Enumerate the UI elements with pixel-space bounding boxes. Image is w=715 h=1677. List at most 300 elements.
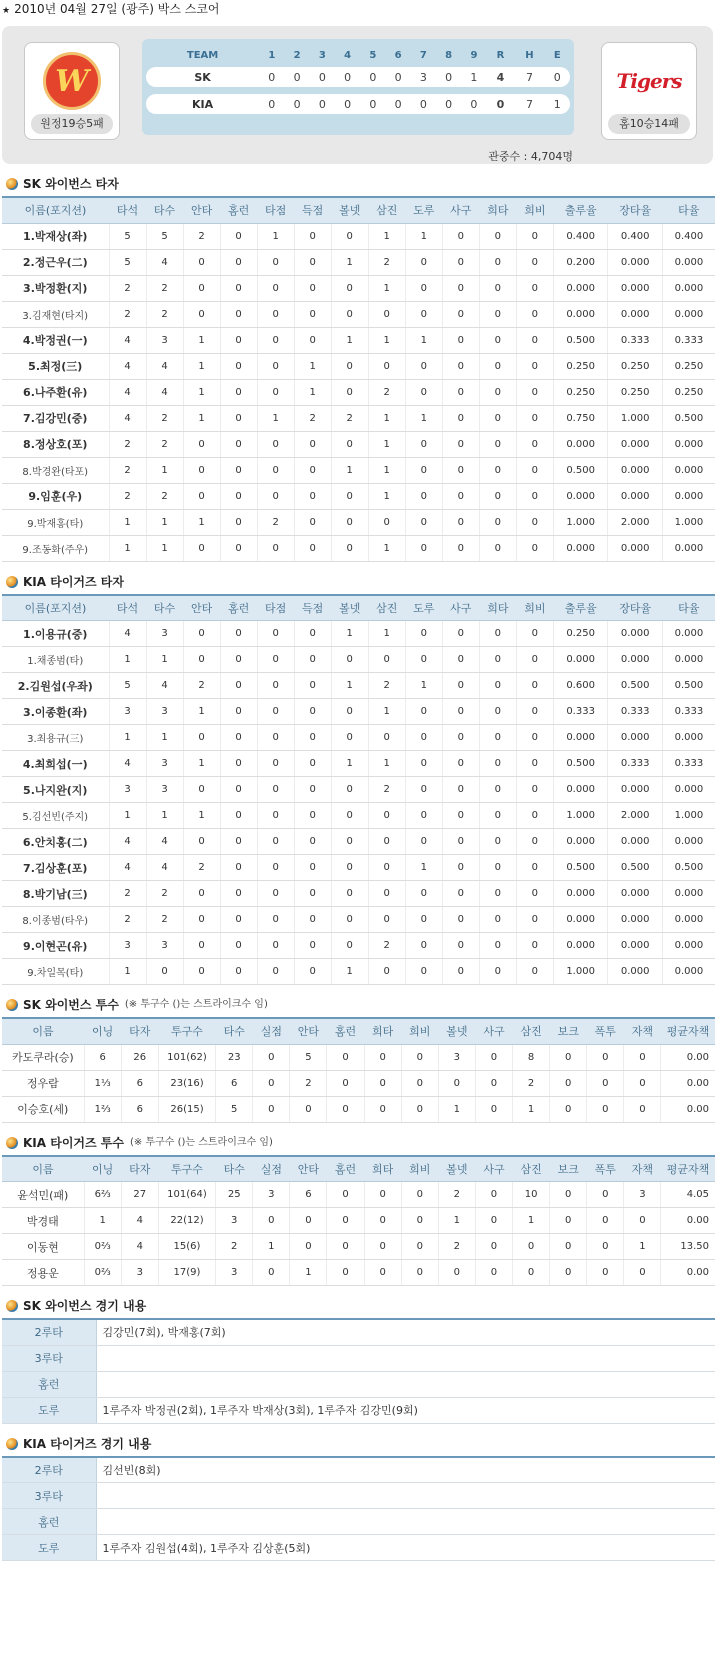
column-header[interactable]: 이름 [2, 1018, 84, 1044]
stat-cell: 0 [294, 223, 331, 249]
table-row [2, 405, 715, 431]
stat-cell: 0.000 [662, 907, 715, 933]
column-header[interactable]: 타점 [257, 595, 294, 621]
column-header[interactable]: 이닝 [84, 1018, 121, 1044]
stat-cell: 0 [183, 431, 220, 457]
column-header[interactable]: 희타 [364, 1018, 401, 1044]
notes-label: 3루타 [2, 1483, 96, 1509]
stat-cell: 0.000 [553, 483, 608, 509]
sk-batting-title: SK 와이번스 타자 [0, 172, 715, 196]
stat-cell: 3 [216, 1260, 253, 1286]
stat-cell: 0 [479, 673, 516, 699]
column-header[interactable]: 희타 [479, 197, 516, 223]
stat-cell: 0 [479, 699, 516, 725]
stat-cell: 2 [183, 855, 220, 881]
stat-cell: 0 [405, 699, 442, 725]
stat-cell: 3 [109, 777, 146, 803]
stat-cell: 0 [257, 431, 294, 457]
batter-name[interactable]: 3.박정환(지) [2, 275, 109, 301]
column-header[interactable]: 볼넷 [331, 197, 368, 223]
stat-cell: 0 [401, 1070, 438, 1096]
stat-cell: 2 [513, 1070, 550, 1096]
column-header[interactable]: 실점 [253, 1156, 290, 1182]
stat-cell: 1.000 [662, 803, 715, 829]
column-header[interactable]: 이닝 [84, 1156, 121, 1182]
batter-name[interactable]: 7.김강민(중) [2, 405, 109, 431]
stat-cell: 0.333 [662, 699, 715, 725]
home-team-logo-box[interactable] [601, 42, 697, 140]
stat-cell: 6 [121, 1070, 158, 1096]
column-header[interactable]: 실점 [253, 1018, 290, 1044]
column-header[interactable]: 보크 [550, 1018, 587, 1044]
column-header[interactable]: 홈런 [327, 1156, 364, 1182]
stat-cell: 0 [401, 1096, 438, 1122]
stat-cell: 4 [146, 249, 183, 275]
batter-name[interactable]: 8.박경완(타포) [2, 457, 109, 483]
stat-cell: 0 [257, 777, 294, 803]
column-header[interactable]: 보크 [550, 1156, 587, 1182]
linescore-cell: 0 [545, 67, 570, 87]
stat-cell: 2.000 [608, 509, 663, 535]
batter-name[interactable]: 8.이종범(타우) [2, 907, 109, 933]
notes-label: 홈런 [2, 1509, 96, 1535]
column-header[interactable]: 자책 [624, 1018, 661, 1044]
pitcher-name[interactable]: 정우람 [2, 1070, 84, 1096]
stat-cell: 0 [479, 275, 516, 301]
linescore [142, 39, 574, 135]
stat-cell: 1.000 [553, 959, 608, 985]
stat-cell: 0 [257, 673, 294, 699]
stat-cell: 0 [327, 1070, 364, 1096]
column-header[interactable]: 안타 [290, 1156, 327, 1182]
stat-cell: 0 [220, 275, 257, 301]
batter-name[interactable]: 5.나지완(지) [2, 777, 109, 803]
column-header[interactable]: 희비 [401, 1018, 438, 1044]
stat-cell: 0 [479, 327, 516, 353]
stat-cell: 1 [438, 1096, 475, 1122]
table-row [2, 353, 715, 379]
stat-cell: 1 [109, 535, 146, 561]
stat-cell: 0 [220, 405, 257, 431]
stat-cell: 15(6) [158, 1234, 215, 1260]
column-header[interactable]: 희비 [516, 595, 553, 621]
baseball-icon [6, 1438, 18, 1450]
stat-cell: 0 [257, 725, 294, 751]
linescore-header-cell: 7 [419, 49, 427, 61]
stat-cell: 0.00 [661, 1070, 715, 1096]
stat-cell: 0 [587, 1044, 624, 1070]
column-header[interactable]: 장타율 [608, 197, 663, 223]
column-header[interactable]: 볼넷 [331, 595, 368, 621]
column-header[interactable]: 희비 [516, 197, 553, 223]
stat-cell: 1 [331, 457, 368, 483]
stat-cell: 0 [405, 275, 442, 301]
stat-cell: 0 [405, 301, 442, 327]
stat-cell: 0 [327, 1096, 364, 1122]
linescore-header-cell: 5 [369, 49, 377, 61]
column-header[interactable]: 볼넷 [438, 1018, 475, 1044]
batter-name[interactable]: 5.김선빈(주지) [2, 803, 109, 829]
linescore-cell: 0 [335, 67, 360, 87]
notes-row [2, 1509, 715, 1535]
table-row [2, 855, 715, 881]
stat-cell: 0 [475, 1070, 512, 1096]
stat-cell: 0 [442, 959, 479, 985]
table-row [2, 535, 715, 561]
linescore-header-cell: E [553, 49, 561, 61]
column-header[interactable]: 이름(포지션) [2, 595, 109, 621]
stat-cell: 0 [516, 673, 553, 699]
column-header[interactable]: 자책 [624, 1156, 661, 1182]
column-header[interactable]: 폭투 [587, 1018, 624, 1044]
stat-cell: 0.000 [662, 777, 715, 803]
stat-cell: 0.250 [553, 621, 608, 647]
stat-cell: 1 [109, 725, 146, 751]
batter-name[interactable]: 2.정근우(二) [2, 249, 109, 275]
stat-cell: 0 [253, 1208, 290, 1234]
stat-cell: 0.333 [608, 751, 663, 777]
column-header[interactable]: 안타 [290, 1018, 327, 1044]
stat-cell: 0 [294, 457, 331, 483]
linescore-header-cell: 6 [394, 49, 402, 61]
stat-cell: 0 [220, 301, 257, 327]
stat-cell: 0 [220, 353, 257, 379]
stat-cell: 0 [253, 1260, 290, 1286]
stat-cell: 1 [405, 405, 442, 431]
column-header[interactable]: 출루율 [553, 197, 608, 223]
stat-cell: 0 [368, 803, 405, 829]
batter-name[interactable]: 3.이종환(좌) [2, 699, 109, 725]
column-header[interactable]: 삼진 [513, 1018, 550, 1044]
linescore-cell: 0 [259, 67, 284, 87]
stat-cell: 5 [109, 249, 146, 275]
stat-cell: 0.250 [608, 379, 663, 405]
stat-cell: 0 [368, 647, 405, 673]
stat-cell: 23 [216, 1044, 253, 1070]
stat-cell: 2 [368, 673, 405, 699]
stat-cell: 0 [294, 301, 331, 327]
column-header[interactable]: 타수 [146, 595, 183, 621]
stat-cell: 0 [479, 431, 516, 457]
batter-name[interactable]: 4.박정권(一) [2, 327, 109, 353]
linescore-table [146, 43, 570, 114]
column-header[interactable]: 득점 [294, 197, 331, 223]
batter-name[interactable]: 2.김원섭(우좌) [2, 673, 109, 699]
pitcher-name[interactable]: 윤석민(패) [2, 1182, 84, 1208]
stat-cell: 0 [587, 1182, 624, 1208]
stat-cell: 0 [331, 829, 368, 855]
stat-cell: 0.000 [662, 301, 715, 327]
column-header[interactable]: 타자 [121, 1018, 158, 1044]
column-header[interactable]: 홈런 [327, 1018, 364, 1044]
stat-cell: 0 [331, 881, 368, 907]
stat-cell: 0.000 [662, 881, 715, 907]
stat-cell: 0 [331, 855, 368, 881]
batter-name[interactable]: 5.최정(三) [2, 353, 109, 379]
stat-cell: 0 [442, 457, 479, 483]
stat-cell: 1 [331, 751, 368, 777]
stat-cell: 3 [146, 933, 183, 959]
stat-cell: 0 [257, 855, 294, 881]
stat-cell: 0.333 [662, 327, 715, 353]
stat-cell: 0 [364, 1234, 401, 1260]
batter-name[interactable]: 3.김재현(타지) [2, 301, 109, 327]
column-header[interactable]: 희타 [479, 595, 516, 621]
linescore-cell: 7 [514, 67, 544, 87]
linescore-cell: 7 [514, 94, 544, 114]
stat-cell: 0 [479, 535, 516, 561]
stat-cell: 0.000 [553, 933, 608, 959]
attendance: 관중수 : 4,704명 [488, 150, 573, 163]
column-header[interactable]: 홈런 [220, 197, 257, 223]
bullet-icon: ★ [2, 6, 11, 16]
stat-cell: 17(9) [158, 1260, 215, 1286]
stat-cell: 2 [109, 457, 146, 483]
column-header[interactable]: 타율 [662, 595, 715, 621]
table-row [2, 483, 715, 509]
column-header[interactable]: 득점 [294, 595, 331, 621]
batter-name[interactable]: 9.임훈(우) [2, 483, 109, 509]
stat-cell: 1.000 [608, 405, 663, 431]
column-header[interactable]: 사구 [475, 1156, 512, 1182]
stat-cell: 0 [479, 509, 516, 535]
stat-cell: 0.000 [662, 457, 715, 483]
stat-cell: 0.000 [553, 275, 608, 301]
stat-cell: 0 [183, 535, 220, 561]
table-row [2, 933, 715, 959]
column-header[interactable]: 삼진 [513, 1156, 550, 1182]
stat-cell: 3 [146, 621, 183, 647]
stat-cell: 6 [84, 1044, 121, 1070]
stat-cell: 0 [516, 535, 553, 561]
stat-cell: 1 [146, 803, 183, 829]
stat-cell: 1 [294, 379, 331, 405]
stat-cell: 0 [257, 327, 294, 353]
stat-cell: 0 [220, 829, 257, 855]
stat-cell: 2 [294, 405, 331, 431]
stat-cell: 0 [401, 1208, 438, 1234]
stat-cell: 0 [331, 431, 368, 457]
stat-cell: 0.750 [553, 405, 608, 431]
stat-cell: 0 [257, 829, 294, 855]
pitcher-name[interactable]: 박경태 [2, 1208, 84, 1234]
stat-cell: 0.000 [553, 647, 608, 673]
column-header[interactable]: 타석 [109, 595, 146, 621]
stat-cell: 0.250 [608, 353, 663, 379]
stat-cell: 0 [587, 1096, 624, 1122]
column-header[interactable]: 장타율 [608, 595, 663, 621]
stat-cell: 0 [405, 803, 442, 829]
stat-cell: 4 [121, 1234, 158, 1260]
batter-name[interactable]: 8.박기남(三) [2, 881, 109, 907]
stat-cell: 0 [442, 647, 479, 673]
column-header[interactable]: 이름 [2, 1156, 84, 1182]
column-header[interactable]: 삼진 [368, 595, 405, 621]
stat-cell: 0 [294, 907, 331, 933]
batter-name[interactable]: 1.박재상(좌) [2, 223, 109, 249]
stat-cell: 0 [331, 699, 368, 725]
stat-cell: 8 [513, 1044, 550, 1070]
stat-cell: 0 [479, 249, 516, 275]
stat-cell: 2 [146, 301, 183, 327]
stat-cell: 1 [109, 509, 146, 535]
stat-cell: 1 [331, 621, 368, 647]
column-header[interactable]: 볼넷 [438, 1156, 475, 1182]
stat-cell: 0 [442, 673, 479, 699]
column-header[interactable]: 타수 [216, 1156, 253, 1182]
stat-cell: 0 [257, 353, 294, 379]
stat-cell: 3 [438, 1044, 475, 1070]
stat-cell: 0.000 [553, 301, 608, 327]
stat-cell: 4 [109, 751, 146, 777]
notes-row [2, 1457, 715, 1483]
column-header[interactable]: 타자 [121, 1156, 158, 1182]
sk-wyverns-logo-icon: W [35, 49, 109, 113]
linescore-team: SK [146, 67, 259, 87]
stat-cell: 0.250 [553, 353, 608, 379]
stat-cell: 1 [257, 223, 294, 249]
linescore-header-cell: 1 [268, 49, 276, 61]
stat-cell: 1 [331, 673, 368, 699]
stat-cell: 0 [257, 249, 294, 275]
notes-row [2, 1319, 715, 1345]
pitcher-name[interactable]: 이승호(세) [2, 1096, 84, 1122]
stat-cell: 0 [516, 301, 553, 327]
column-header[interactable]: 투구수 [158, 1156, 215, 1182]
stat-cell: 0 [624, 1044, 661, 1070]
batter-name[interactable]: 3.최용규(三) [2, 725, 109, 751]
batter-name[interactable]: 4.최희섭(一) [2, 751, 109, 777]
stat-cell: 1 [146, 509, 183, 535]
stat-cell: 0 [516, 829, 553, 855]
column-header[interactable]: 타석 [109, 197, 146, 223]
batter-name[interactable]: 1.이용규(중) [2, 621, 109, 647]
stat-cell: 3 [216, 1208, 253, 1234]
column-header[interactable]: 폭투 [587, 1156, 624, 1182]
column-header[interactable]: 안타 [183, 197, 220, 223]
batter-name[interactable]: 7.김상훈(포) [2, 855, 109, 881]
stat-cell: 0 [257, 483, 294, 509]
linescore-header-cell: 4 [344, 49, 352, 61]
stat-cell: 0 [550, 1260, 587, 1286]
away-team-logo-box[interactable] [24, 42, 120, 140]
batter-name[interactable]: 8.정상호(포) [2, 431, 109, 457]
column-header[interactable]: 사구 [475, 1018, 512, 1044]
stat-cell: 1 [109, 803, 146, 829]
stat-cell: 0 [442, 223, 479, 249]
kia-notes-title: KIA 타이거즈 경기 내용 [0, 1432, 715, 1456]
notes-value: 김강민(7회), 박재홍(7회) [96, 1319, 715, 1345]
column-header[interactable]: 안타 [183, 595, 220, 621]
stat-cell: 0 [442, 275, 479, 301]
stat-cell: 0 [368, 725, 405, 751]
stat-cell: 0.000 [662, 483, 715, 509]
stat-cell: 0 [331, 777, 368, 803]
stat-cell: 1 [84, 1208, 121, 1234]
column-header[interactable]: 도루 [405, 595, 442, 621]
stat-cell: 0 [294, 275, 331, 301]
stat-cell: 0 [479, 907, 516, 933]
column-header[interactable]: 평균자책 [661, 1018, 715, 1044]
stat-cell: 0.000 [608, 881, 663, 907]
table-row [2, 1070, 715, 1096]
stat-cell: 0 [257, 621, 294, 647]
column-header[interactable]: 출루율 [553, 595, 608, 621]
pitcher-name[interactable]: 카도쿠라(승) [2, 1044, 84, 1070]
column-header[interactable]: 홈런 [220, 595, 257, 621]
stat-cell: 1 [183, 405, 220, 431]
column-header[interactable]: 도루 [405, 197, 442, 223]
batter-name[interactable]: 9.박재홍(타) [2, 509, 109, 535]
stat-cell: 0 [183, 457, 220, 483]
column-header[interactable]: 타수 [146, 197, 183, 223]
column-header[interactable]: 사구 [442, 595, 479, 621]
stat-cell: 0 [220, 509, 257, 535]
column-header[interactable]: 희타 [364, 1156, 401, 1182]
linescore-header-cell: 9 [470, 49, 478, 61]
column-header[interactable]: 타율 [662, 197, 715, 223]
pitching-note: (※ 투구수 ()는 스트라이크수 임) [124, 999, 268, 1010]
stat-cell: 0 [220, 379, 257, 405]
stat-cell: 0.000 [608, 431, 663, 457]
column-header[interactable]: 투구수 [158, 1018, 215, 1044]
column-header[interactable]: 삼진 [368, 197, 405, 223]
pitcher-name[interactable]: 이동현 [2, 1234, 84, 1260]
stat-cell: 0 [587, 1234, 624, 1260]
stat-cell: 0 [327, 1182, 364, 1208]
batter-name[interactable]: 6.안치홍(二) [2, 829, 109, 855]
stat-cell: 0.000 [662, 249, 715, 275]
table-row [2, 379, 715, 405]
stat-cell: 2 [183, 223, 220, 249]
column-header[interactable]: 타점 [257, 197, 294, 223]
stat-cell: 0 [257, 803, 294, 829]
stat-cell: 0 [513, 1234, 550, 1260]
stat-cell: 0⅔ [84, 1260, 121, 1286]
batter-name[interactable]: 9.이현곤(유) [2, 933, 109, 959]
table-row [2, 327, 715, 353]
stat-cell: 0 [516, 933, 553, 959]
stat-cell: 0 [479, 223, 516, 249]
stat-cell: 4 [146, 829, 183, 855]
batter-name[interactable]: 6.나주환(유) [2, 379, 109, 405]
notes-row [2, 1397, 715, 1423]
stat-cell: 2 [109, 431, 146, 457]
column-header[interactable]: 이름(포지션) [2, 197, 109, 223]
batter-name[interactable]: 9.조동화(주우) [2, 535, 109, 561]
batter-name[interactable]: 1.채종범(타) [2, 647, 109, 673]
column-header[interactable]: 희비 [401, 1156, 438, 1182]
stat-cell: 0 [405, 907, 442, 933]
linescore-header-cell: 3 [318, 49, 326, 61]
stat-cell: 0.000 [608, 777, 663, 803]
pitcher-name[interactable]: 정용운 [2, 1260, 84, 1286]
column-header[interactable]: 타수 [216, 1018, 253, 1044]
column-header[interactable]: 사구 [442, 197, 479, 223]
stat-cell: 0.000 [553, 725, 608, 751]
column-header[interactable]: 평균자책 [661, 1156, 715, 1182]
stat-cell: 3 [109, 933, 146, 959]
stat-cell: 2 [438, 1182, 475, 1208]
stat-cell: 13.50 [661, 1234, 715, 1260]
stat-cell: 0 [294, 751, 331, 777]
stat-cell: 0 [442, 431, 479, 457]
stat-cell: 1 [368, 431, 405, 457]
linescore-cell: 0 [259, 94, 284, 114]
notes-value: 1루주자 박정권(2회), 1루주자 박재상(3회), 1루주자 김강민(9회) [96, 1397, 715, 1423]
stat-cell: 0 [220, 457, 257, 483]
batter-name[interactable]: 9.차일목(타) [2, 959, 109, 985]
